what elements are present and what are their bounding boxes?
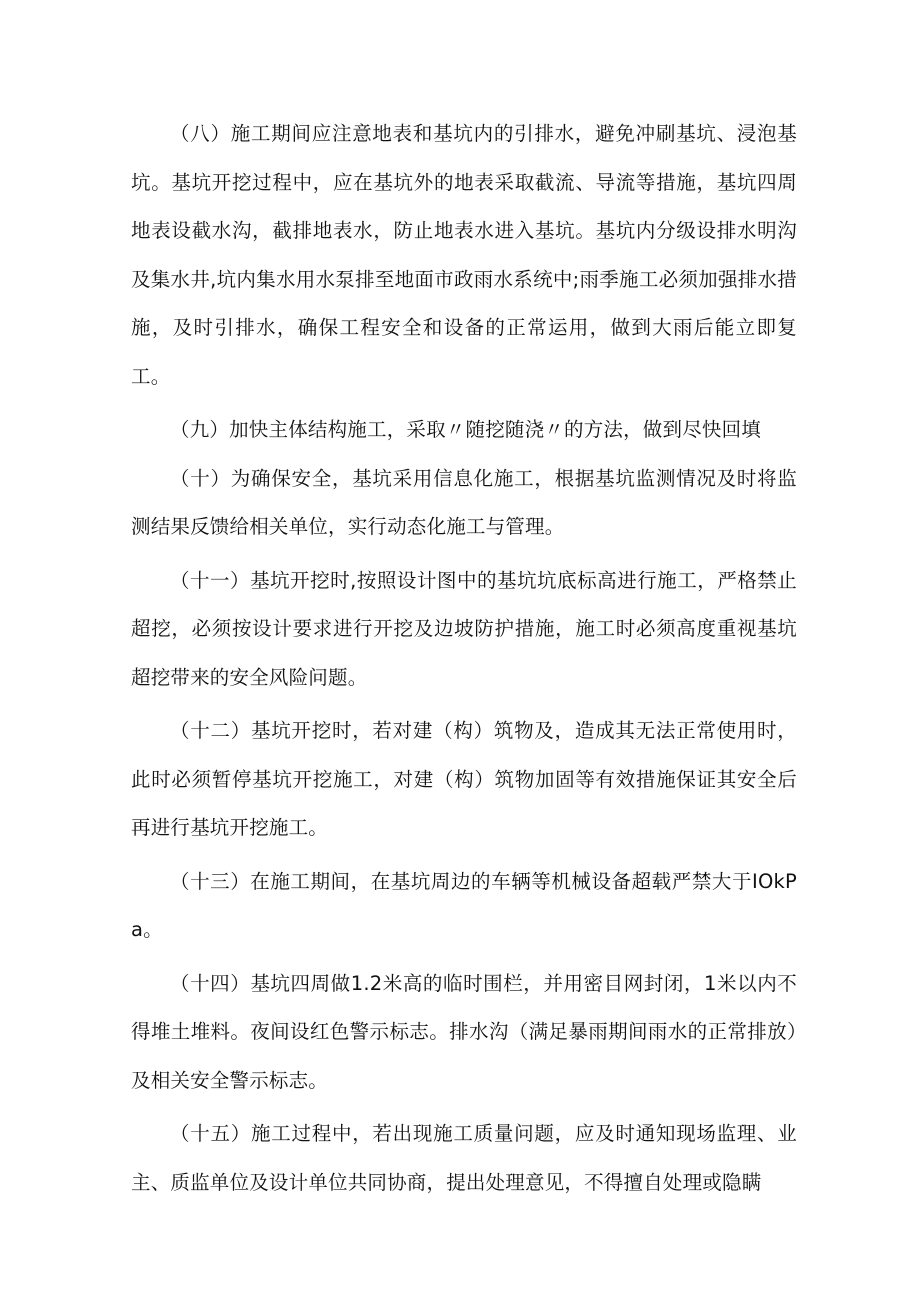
- paragraph-12: （十二）基坑开挖时，若对建（构）筑物及，造成其无法正常使用时，此时必须暂停基坑开挖施工，对建（构）筑物加固等有效措施保证其安全后再进行基坑开挖施工。: [131, 719, 797, 839]
- paragraph-11: （十一）基坑开挖时,按照设计图中的基坑坑底标高进行施工，严格禁止超挖，必须按设计要求进行开挖及边坡防护措施，施工时必须高度重视基坑超挖带来的安全风险问题。: [131, 568, 797, 689]
- paragraph-8: （八）施工期间应注意地表和基坑内的引排水，避免冲刷基坑、浸泡基坑。基坑开挖过程中，应在基坑外的地表采取截流、导流等措施，基坑四周地表设截水沟，截排地表水，防止地表水进入基坑。基坑内分级设排水明沟及集水井,坑内集水用水泵排至地面市政雨水系统中;雨季施工必须加强排水措施，及时引排水，确保工程安全和设备的正常运用，做到大雨后能立即复工。: [131, 122, 797, 388]
- paragraph-15: （十五）施工过程中，若出现施工质量问题，应及时通知现场监理、业主、质监单位及设计单位共同协商，提出处理意见，不得擅自处理或隐瞒: [131, 1122, 797, 1194]
- paragraph-10: （十）为确保安全，基坑采用信息化施工，根据基坑监测情况及时将监测结果反馈给相关单位，实行动态化施工与管理。: [131, 466, 797, 538]
- paragraph-13: （十三）在施工期间，在基坑周边的车辆等机械设备超载严禁大于IOkPa。: [131, 869, 797, 941]
- paragraph-9: （九）加快主体结构施工，采取〃随挖随浇〃的方法，做到尽快回填: [170, 418, 762, 441]
- document-body: [131, 110, 797, 1212]
- paragraph-14: （十四）基坑四周做1.2米高的临时围栏，并用密目网封闭，1米以内不得堆土堆料。夜间设红色警示标志。排水沟（满足暴雨期间雨水的正常排放）及相关安全警示标志。: [131, 971, 797, 1092]
